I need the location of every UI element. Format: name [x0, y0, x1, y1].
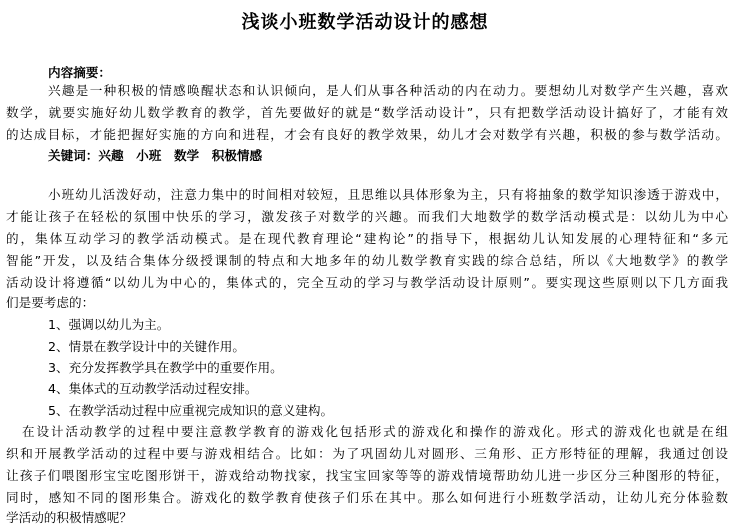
- principle-item: 4、集体式的互动教学活动过程安排。: [48, 381, 258, 396]
- intro-line: 小班幼儿活泼好动，注意力集中的时间相对较短，且思维以具体形象为主，只有将抽象的数学知识渗透于游戏中，: [48, 187, 728, 202]
- keywords: 关键词：兴趣 小班 数学 积极情感: [48, 148, 263, 163]
- abstract-line: 的达成目标，才能把握好实施的方向和进程，才会有良好的教学效果，幼儿才会对数学有兴趣，积极的参与数学活动。: [6, 127, 728, 142]
- principle-item: 1、强调以幼儿为主。: [48, 317, 170, 332]
- principle-item: 2、情景在教学设计中的关键作用。: [48, 339, 245, 354]
- intro-line: 智能”开发，以及结合集体分级授课制的特点和大地多年的幼儿数学教育实践的综合总结，所以《大地数学》的教学: [6, 253, 728, 268]
- document-title: 浅谈小班数学活动设计的感想: [241, 12, 489, 33]
- intro-line: 的，集体互动学习的教学活动模式。是在现代教育理论“建构论”的指导下，根据幼儿认知发展的心理特征和“多元: [6, 231, 728, 246]
- game-line: 让孩子们喂图形宝宝吃图形饼干，游戏给动物找家，找宝宝回家等等的游戏情境帮助幼儿进一步区分三种图形的特征，: [6, 468, 728, 483]
- intro-line: 们是要考虑的：: [6, 295, 95, 310]
- game-line: 织和开展教学活动的过程中要与游戏相结合。比如：为了巩固幼儿对圆形、三角形、正方形特征的理解，我通过创设: [6, 446, 728, 461]
- game-line: 同时，感知不同的图形集合。游戏化的数学教育使孩子们乐在其中。那么如何进行小班数学活动，让幼儿充分体验数: [6, 490, 728, 505]
- intro-line: 活动设计将遵循“以幼儿为中心的，集体式的，完全互动的学习与教学活动设计原则”。要实现这些原则以下几方面我: [6, 275, 728, 290]
- intro-line: 才能让孩子在轻松的氛围中快乐的学习，激发孩子对数学的兴趣。而我们大地数学的数学活动模式是：以幼儿为中心: [6, 209, 728, 224]
- principle-item: 3、充分发挥教学具在教学中的重要作用。: [48, 360, 283, 375]
- game-line: 学活动的积极情感呢？: [6, 510, 132, 525]
- principle-item: 5、在教学活动过程中应重视完成知识的意义建构。: [48, 403, 334, 418]
- game-line: 在设计活动教学的过程中要注意教学教育的游戏化包括形式的游戏化和操作的游戏化。形式的游戏化也就是在组: [22, 424, 728, 439]
- abstract-heading: 内容摘要：: [48, 65, 111, 80]
- abstract-line: 兴趣是一种积极的情感唤醒状态和认识倾向，是人们从事各种活动的内在动力。要想幼儿对数学产生兴趣，喜欢: [48, 83, 728, 98]
- abstract-line: 数学，就要实施好幼儿数学教育的教学，首先要做好的就是“数学活动设计”，只有把数学活动设计搞好了，才能有效: [6, 105, 728, 120]
